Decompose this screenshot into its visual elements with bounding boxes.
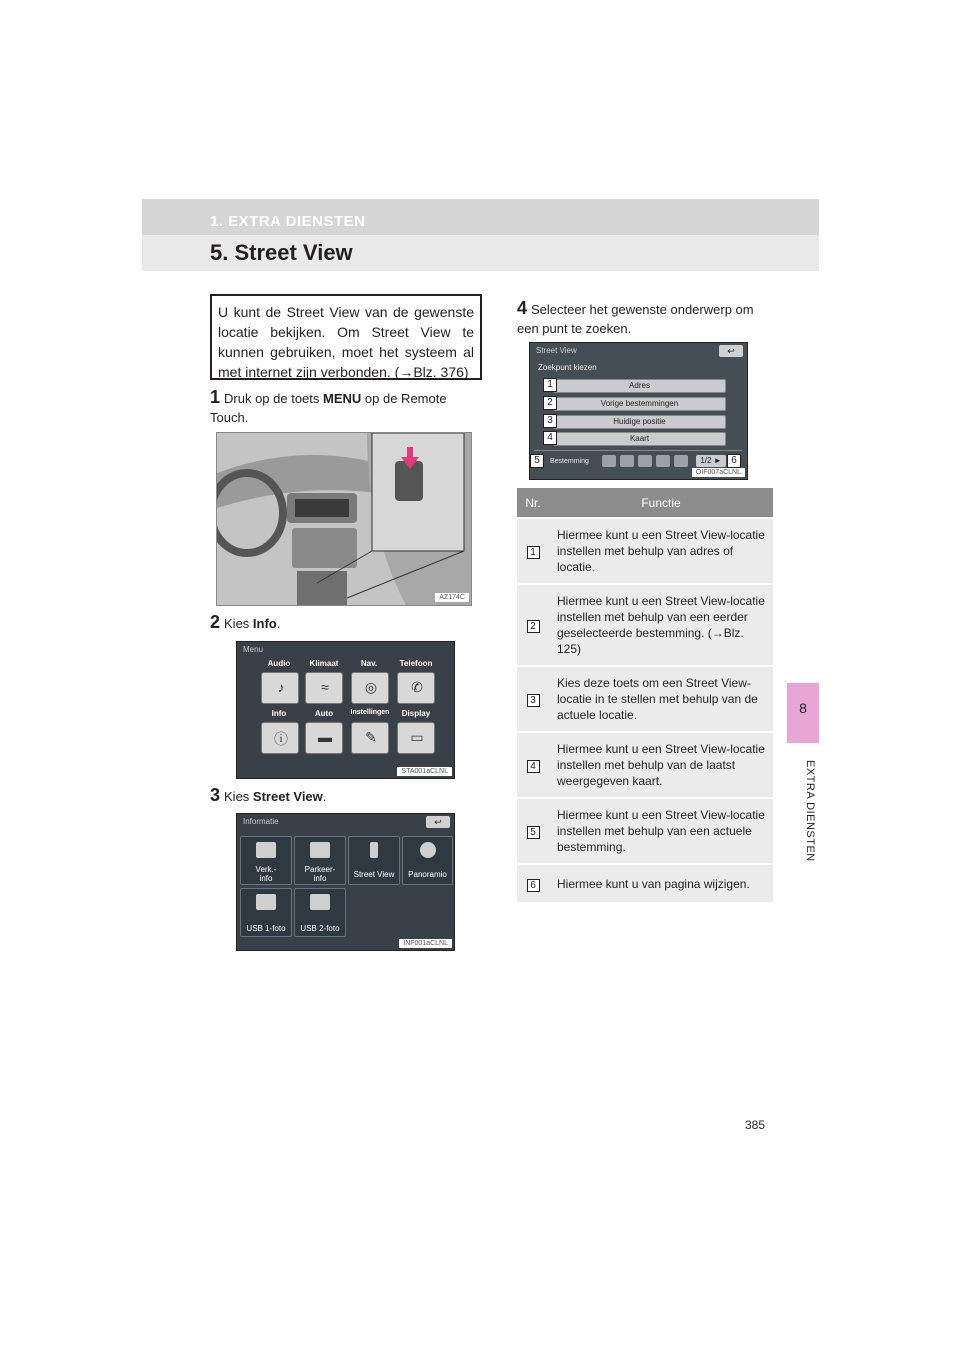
menu-label-info: Info xyxy=(271,709,287,718)
settings-tile[interactable] xyxy=(351,722,389,754)
previous-destinations-button[interactable]: Vorige bestemmingen xyxy=(553,397,726,411)
step-text: Selecteer het gewenste onderwerp om een punt te zoeken. xyxy=(517,302,754,336)
climate-tile[interactable] xyxy=(305,672,343,704)
step-number: 1 xyxy=(210,387,221,407)
table-row xyxy=(517,798,773,864)
back-button[interactable]: ↩ xyxy=(719,345,743,357)
tile-label: USB 2-foto xyxy=(300,924,340,933)
step-number: 4 xyxy=(517,298,528,318)
preset-button[interactable] xyxy=(656,455,670,467)
parking-info-tile[interactable] xyxy=(294,836,346,885)
callout-4: 4 xyxy=(543,431,557,445)
callout-6: 6 xyxy=(727,454,741,468)
step-text: Kies xyxy=(224,789,253,804)
tile-label: Street View xyxy=(353,870,395,879)
panoramio-icon xyxy=(420,842,436,858)
screen-title: Menu xyxy=(243,645,264,654)
callout-1: 1 xyxy=(543,378,557,392)
preset-button[interactable] xyxy=(674,455,688,467)
step-3 xyxy=(210,786,482,806)
car-interior-illustration xyxy=(217,433,472,606)
back-button[interactable]: ↩ xyxy=(426,816,450,828)
menu-screen xyxy=(236,641,455,779)
table-row xyxy=(517,864,773,902)
chapter-vertical-label: EXTRA DIENSTEN xyxy=(804,760,816,862)
table-header-nr: Nr. xyxy=(517,488,549,518)
auto-tile[interactable] xyxy=(305,722,343,754)
screen-subtitle: Zoekpunt kiezen xyxy=(538,363,597,372)
menu-label-auto: Auto xyxy=(314,709,334,718)
traffic-info-tile[interactable] xyxy=(240,836,292,885)
tile-label: Panoramio xyxy=(408,870,447,879)
menu-label-telefoon: Telefoon xyxy=(399,659,433,668)
row-description: Hiermee kunt u van pagina wijzigen. xyxy=(549,864,773,902)
menu-label-instellingen: Instellingen xyxy=(350,709,390,716)
traffic-icon xyxy=(256,842,276,858)
table-header-function: Functie xyxy=(549,488,773,518)
step-4 xyxy=(517,299,773,338)
intro-box: U kunt de Street View van de gewenste locatie bekijken. Om Street View te kunnen gebruiken, moet het systeem al met internet zijn verbonden. (→Blz. 376) xyxy=(210,294,482,380)
function-table xyxy=(517,488,773,902)
map-button[interactable]: Kaart xyxy=(553,432,726,446)
settings-icon: ✎ xyxy=(365,729,377,745)
step-bold: Street View xyxy=(252,789,323,804)
step-number: 2 xyxy=(210,612,221,632)
preset-button[interactable] xyxy=(602,455,616,467)
row-description: Hiermee kunt u een Street View-locatie instellen met behulp van adres of locatie. xyxy=(549,518,773,584)
street-view-screen xyxy=(529,342,748,480)
table-row xyxy=(517,584,773,666)
figure-code: AZ174C xyxy=(435,593,469,602)
page-title: 5. Street View xyxy=(210,240,353,265)
tile-label: Parkeer- info xyxy=(304,865,336,883)
callout-3: 3 xyxy=(543,414,557,428)
step-bold: Info xyxy=(252,616,277,631)
step-text: Druk op de toets xyxy=(224,391,324,406)
row-description: Hiermee kunt u een Street View-locatie instellen met behulp van een eerder geselecteerde bestemming. (→Blz. 125) xyxy=(549,584,773,666)
info-icon: ⓘ xyxy=(274,731,288,747)
table-row xyxy=(517,666,773,732)
page-switch-button[interactable]: 1/2 ► xyxy=(696,455,726,467)
street-view-tile[interactable] xyxy=(348,836,400,885)
step-number: 3 xyxy=(210,785,221,805)
menu-label-klimaat: Klimaat xyxy=(309,659,339,668)
preset-button[interactable] xyxy=(620,455,634,467)
info-tile[interactable] xyxy=(261,722,299,754)
row-description: Hiermee kunt u een Street View-locatie instellen met behulp van een actuele bestemming. xyxy=(549,798,773,864)
screen-title: Street View xyxy=(536,346,577,355)
row-number: 3 xyxy=(527,694,540,707)
parking-icon xyxy=(310,842,330,858)
row-description: Hiermee kunt u een Street View-locatie instellen met behulp van de laatst weergegeven kaart. xyxy=(549,732,773,798)
row-number: 4 xyxy=(527,760,540,773)
usb2-photo-tile[interactable] xyxy=(294,888,346,937)
step-2 xyxy=(210,613,482,633)
music-note-icon: ♪ xyxy=(277,679,285,695)
section-label: 1. EXTRA DIENSTEN xyxy=(210,213,366,230)
figure-code: INF001aCLNL xyxy=(399,939,452,948)
table-row xyxy=(517,732,773,798)
menu-label-nav: Nav. xyxy=(360,659,378,668)
page-number: 385 xyxy=(745,1118,766,1132)
row-number: 6 xyxy=(527,879,540,892)
tile-label: Verk.- info xyxy=(255,865,277,883)
row-number: 1 xyxy=(527,546,540,559)
car-interior-photo xyxy=(216,432,472,606)
panoramio-tile[interactable] xyxy=(402,836,453,885)
callout-2: 2 xyxy=(543,396,557,410)
climate-icon: ≈ xyxy=(321,679,329,695)
photo-icon xyxy=(256,894,276,910)
navigation-icon: ◎ xyxy=(364,679,378,695)
step-1 xyxy=(210,388,482,427)
step-bold: MENU xyxy=(323,391,362,406)
address-button[interactable]: Adres xyxy=(553,379,726,393)
row-description: Kies deze toets om een Street View-locatie in te stellen met behulp van de actuele locatie. xyxy=(549,666,773,732)
current-position-button[interactable]: Huidige positie xyxy=(553,415,726,429)
chapter-tab-number: 8 xyxy=(799,700,807,716)
step-text: Kies xyxy=(224,616,253,631)
usb1-photo-tile[interactable] xyxy=(240,888,292,937)
info-screen xyxy=(236,813,455,951)
photo-icon xyxy=(310,894,330,910)
display-icon: ▭ xyxy=(410,729,424,745)
callout-5: 5 xyxy=(530,454,544,468)
car-icon: ▬ xyxy=(318,729,332,745)
preset-button[interactable] xyxy=(638,455,652,467)
table-row xyxy=(517,518,773,584)
screen-title: Informatie xyxy=(243,817,279,826)
person-icon xyxy=(370,842,378,858)
step-text: op de Remote Touch. xyxy=(210,391,447,425)
phone-icon: ✆ xyxy=(411,679,423,695)
step-text: . xyxy=(276,616,281,631)
destination-label: Bestemming xyxy=(550,458,589,465)
audio-tile[interactable] xyxy=(261,672,299,704)
phone-tile[interactable] xyxy=(397,672,435,704)
figure-code: OIF007aCLNL xyxy=(692,468,745,477)
step-text: . xyxy=(322,789,327,804)
figure-code: STA001aCLNL xyxy=(397,767,452,776)
row-number: 5 xyxy=(527,826,540,839)
nav-tile[interactable] xyxy=(351,672,389,704)
menu-label-audio: Audio xyxy=(267,659,291,668)
menu-label-display: Display xyxy=(401,709,431,718)
row-number: 2 xyxy=(527,620,540,633)
display-tile[interactable] xyxy=(397,722,435,754)
tile-label: USB 1-foto xyxy=(246,924,286,933)
